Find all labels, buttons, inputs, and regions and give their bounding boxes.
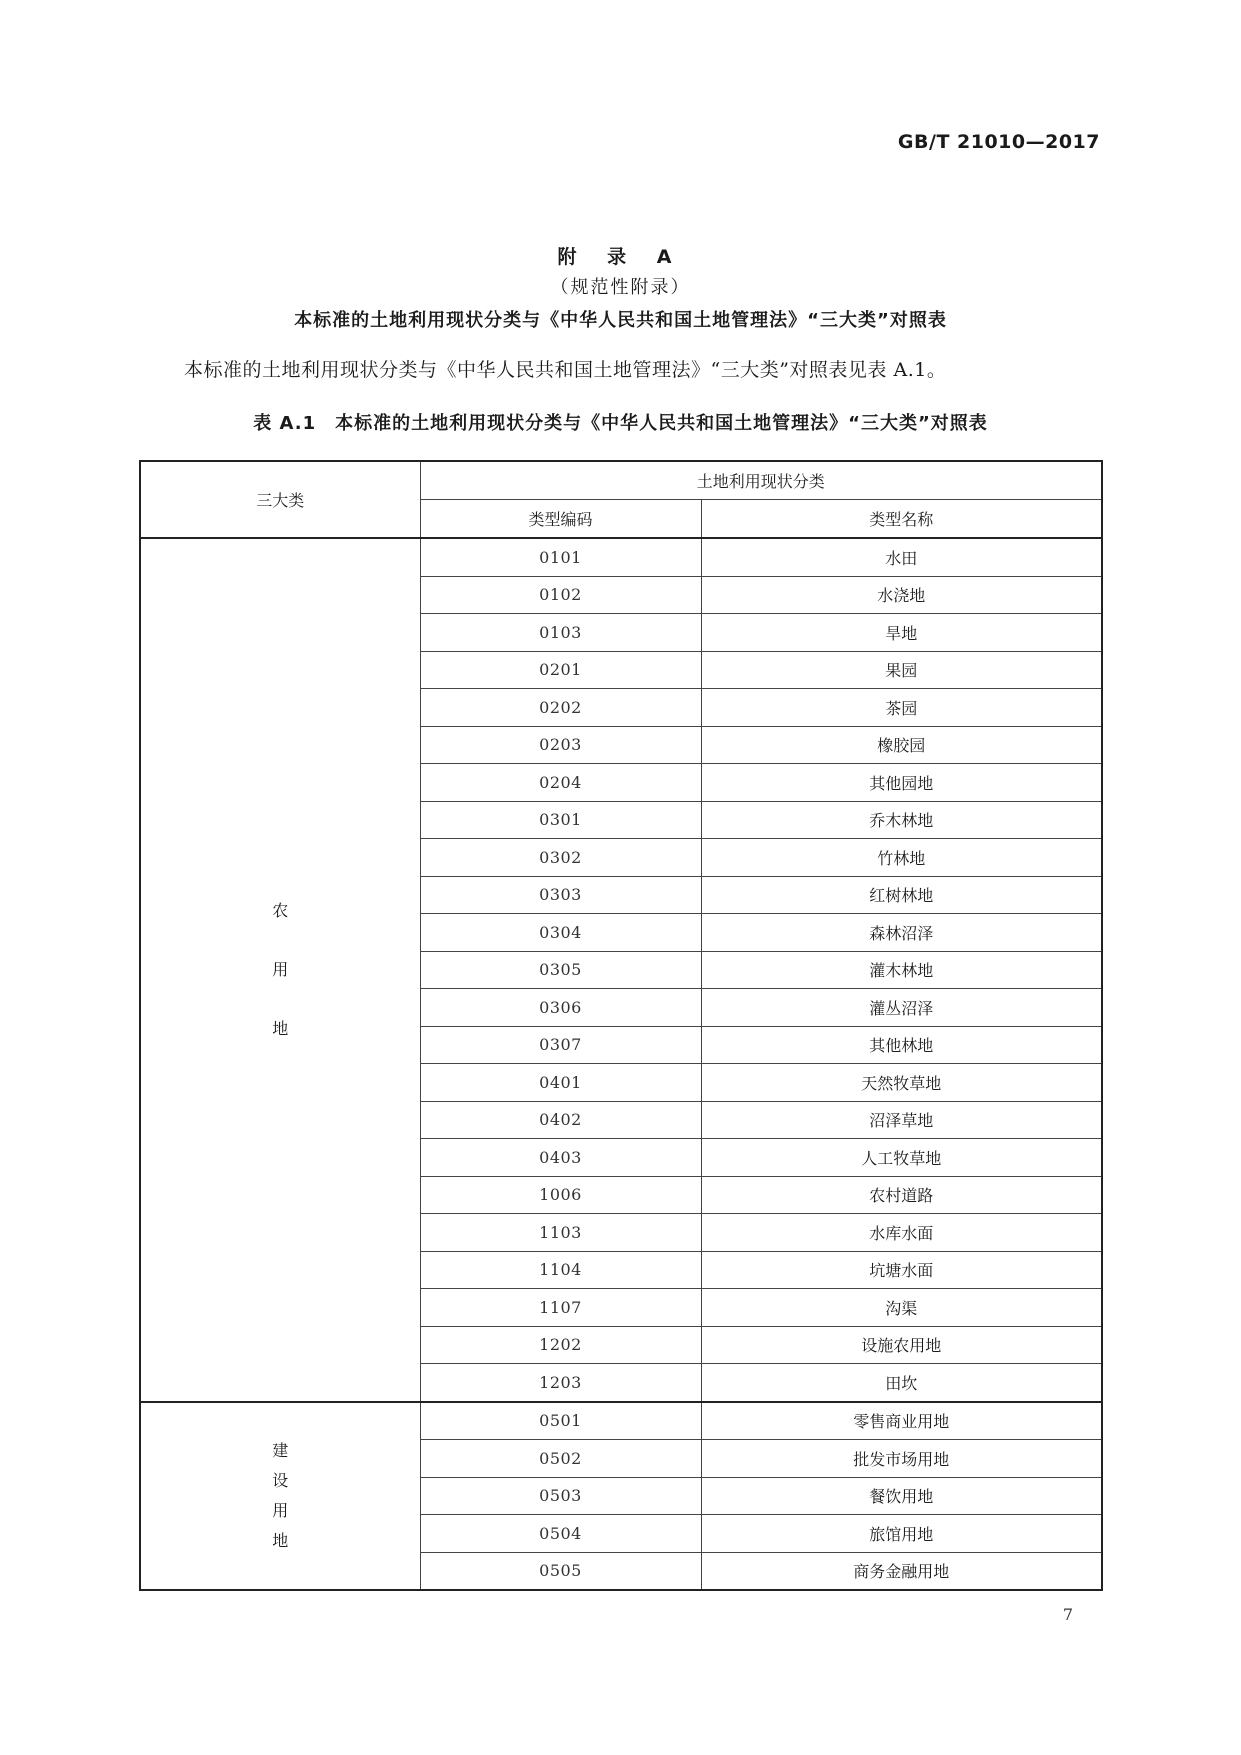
annex-type: （规范性附录） xyxy=(550,277,691,298)
type-name-cell: 森林沼泽 xyxy=(701,914,1102,952)
table-body xyxy=(140,538,1102,1590)
page-number: 7 xyxy=(1062,1605,1073,1624)
type-name-cell: 水库水面 xyxy=(701,1214,1102,1252)
category-char: 农 xyxy=(272,901,289,921)
type-code-cell: 1107 xyxy=(420,1289,701,1327)
type-code-cell: 0302 xyxy=(420,839,701,877)
table-row xyxy=(140,538,1102,576)
type-name-cell: 旱地 xyxy=(701,614,1102,652)
type-name-cell: 旅馆用地 xyxy=(701,1515,1102,1553)
type-name-cell: 其他林地 xyxy=(701,1026,1102,1064)
type-code-cell: 0301 xyxy=(420,801,701,839)
type-name-cell: 沟渠 xyxy=(701,1289,1102,1327)
category-char: 地 xyxy=(272,1019,289,1039)
type-name-cell: 商务金融用地 xyxy=(701,1552,1102,1590)
annex-heading: 本标准的土地利用现状分类与《中华人民共和国土地管理法》“三大类”对照表 xyxy=(294,310,947,331)
type-code-cell: 1203 xyxy=(420,1364,701,1402)
standard-code: GB/T 21010—2017 xyxy=(897,131,1100,153)
type-code-cell: 0503 xyxy=(420,1477,701,1515)
type-name-cell: 果园 xyxy=(701,651,1102,689)
type-name-cell: 灌木林地 xyxy=(701,951,1102,989)
intro-paragraph: 本标准的土地利用现状分类与《中华人民共和国土地管理法》“三大类”对照表见表 A.1。 xyxy=(184,359,947,381)
type-code-cell: 1103 xyxy=(420,1214,701,1252)
type-name-cell: 餐饮用地 xyxy=(701,1477,1102,1515)
type-code-cell: 1006 xyxy=(420,1176,701,1214)
table-row xyxy=(140,1402,1102,1440)
type-name-cell: 乔木林地 xyxy=(701,801,1102,839)
category-cell xyxy=(140,538,420,1402)
type-name-cell: 设施农用地 xyxy=(701,1326,1102,1364)
table-caption: 表 A.1 本标准的土地利用现状分类与《中华人民共和国土地管理法》“三大类”对照表 xyxy=(253,413,988,434)
type-name-cell: 沼泽草地 xyxy=(701,1101,1102,1139)
category-cell xyxy=(140,1402,420,1591)
category-char: 建 xyxy=(272,1440,289,1460)
type-code-cell: 0203 xyxy=(420,726,701,764)
type-code-cell: 0307 xyxy=(420,1026,701,1064)
type-name-cell: 坑塘水面 xyxy=(701,1251,1102,1289)
header-group: 土地利用现状分类 xyxy=(420,461,1102,500)
type-code-cell: 0402 xyxy=(420,1101,701,1139)
type-name-cell: 水浇地 xyxy=(701,576,1102,614)
type-code-cell: 0101 xyxy=(420,538,701,576)
type-code-cell: 0305 xyxy=(420,951,701,989)
type-code-cell: 1104 xyxy=(420,1251,701,1289)
header-name: 类型名称 xyxy=(701,500,1102,539)
type-code-cell: 0502 xyxy=(420,1440,701,1478)
type-code-cell: 0501 xyxy=(420,1402,701,1440)
type-code-cell: 0204 xyxy=(420,764,701,802)
header-code: 类型编码 xyxy=(420,500,701,539)
category-char: 用 xyxy=(272,960,289,980)
type-name-cell: 橡胶园 xyxy=(701,726,1102,764)
annex-title: 附 录 A xyxy=(557,246,684,268)
type-code-cell: 0103 xyxy=(420,614,701,652)
land-use-correspondence-table xyxy=(139,460,1103,1591)
type-code-cell: 0201 xyxy=(420,651,701,689)
type-code-cell: 0401 xyxy=(420,1064,701,1102)
type-code-cell: 0504 xyxy=(420,1515,701,1553)
category-char: 地 xyxy=(272,1530,289,1550)
table-header-row xyxy=(140,461,1102,500)
type-code-cell: 0304 xyxy=(420,914,701,952)
category-char: 用 xyxy=(272,1500,289,1520)
type-name-cell: 零售商业用地 xyxy=(701,1402,1102,1440)
type-code-cell: 1202 xyxy=(420,1326,701,1364)
type-name-cell: 农村道路 xyxy=(701,1176,1102,1214)
type-code-cell: 0505 xyxy=(420,1552,701,1590)
type-name-cell: 天然牧草地 xyxy=(701,1064,1102,1102)
type-code-cell: 0306 xyxy=(420,989,701,1027)
type-name-cell: 茶园 xyxy=(701,689,1102,727)
type-name-cell: 竹林地 xyxy=(701,839,1102,877)
type-name-cell: 人工牧草地 xyxy=(701,1139,1102,1177)
type-code-cell: 0403 xyxy=(420,1139,701,1177)
type-name-cell: 批发市场用地 xyxy=(701,1440,1102,1478)
type-name-cell: 红树林地 xyxy=(701,876,1102,914)
header-category: 三大类 xyxy=(140,461,420,538)
type-name-cell: 水田 xyxy=(701,538,1102,576)
type-name-cell: 其他园地 xyxy=(701,764,1102,802)
type-code-cell: 0202 xyxy=(420,689,701,727)
type-code-cell: 0303 xyxy=(420,876,701,914)
category-char: 设 xyxy=(272,1470,289,1490)
type-name-cell: 田坎 xyxy=(701,1364,1102,1402)
type-code-cell: 0102 xyxy=(420,576,701,614)
type-name-cell: 灌丛沼泽 xyxy=(701,989,1102,1027)
